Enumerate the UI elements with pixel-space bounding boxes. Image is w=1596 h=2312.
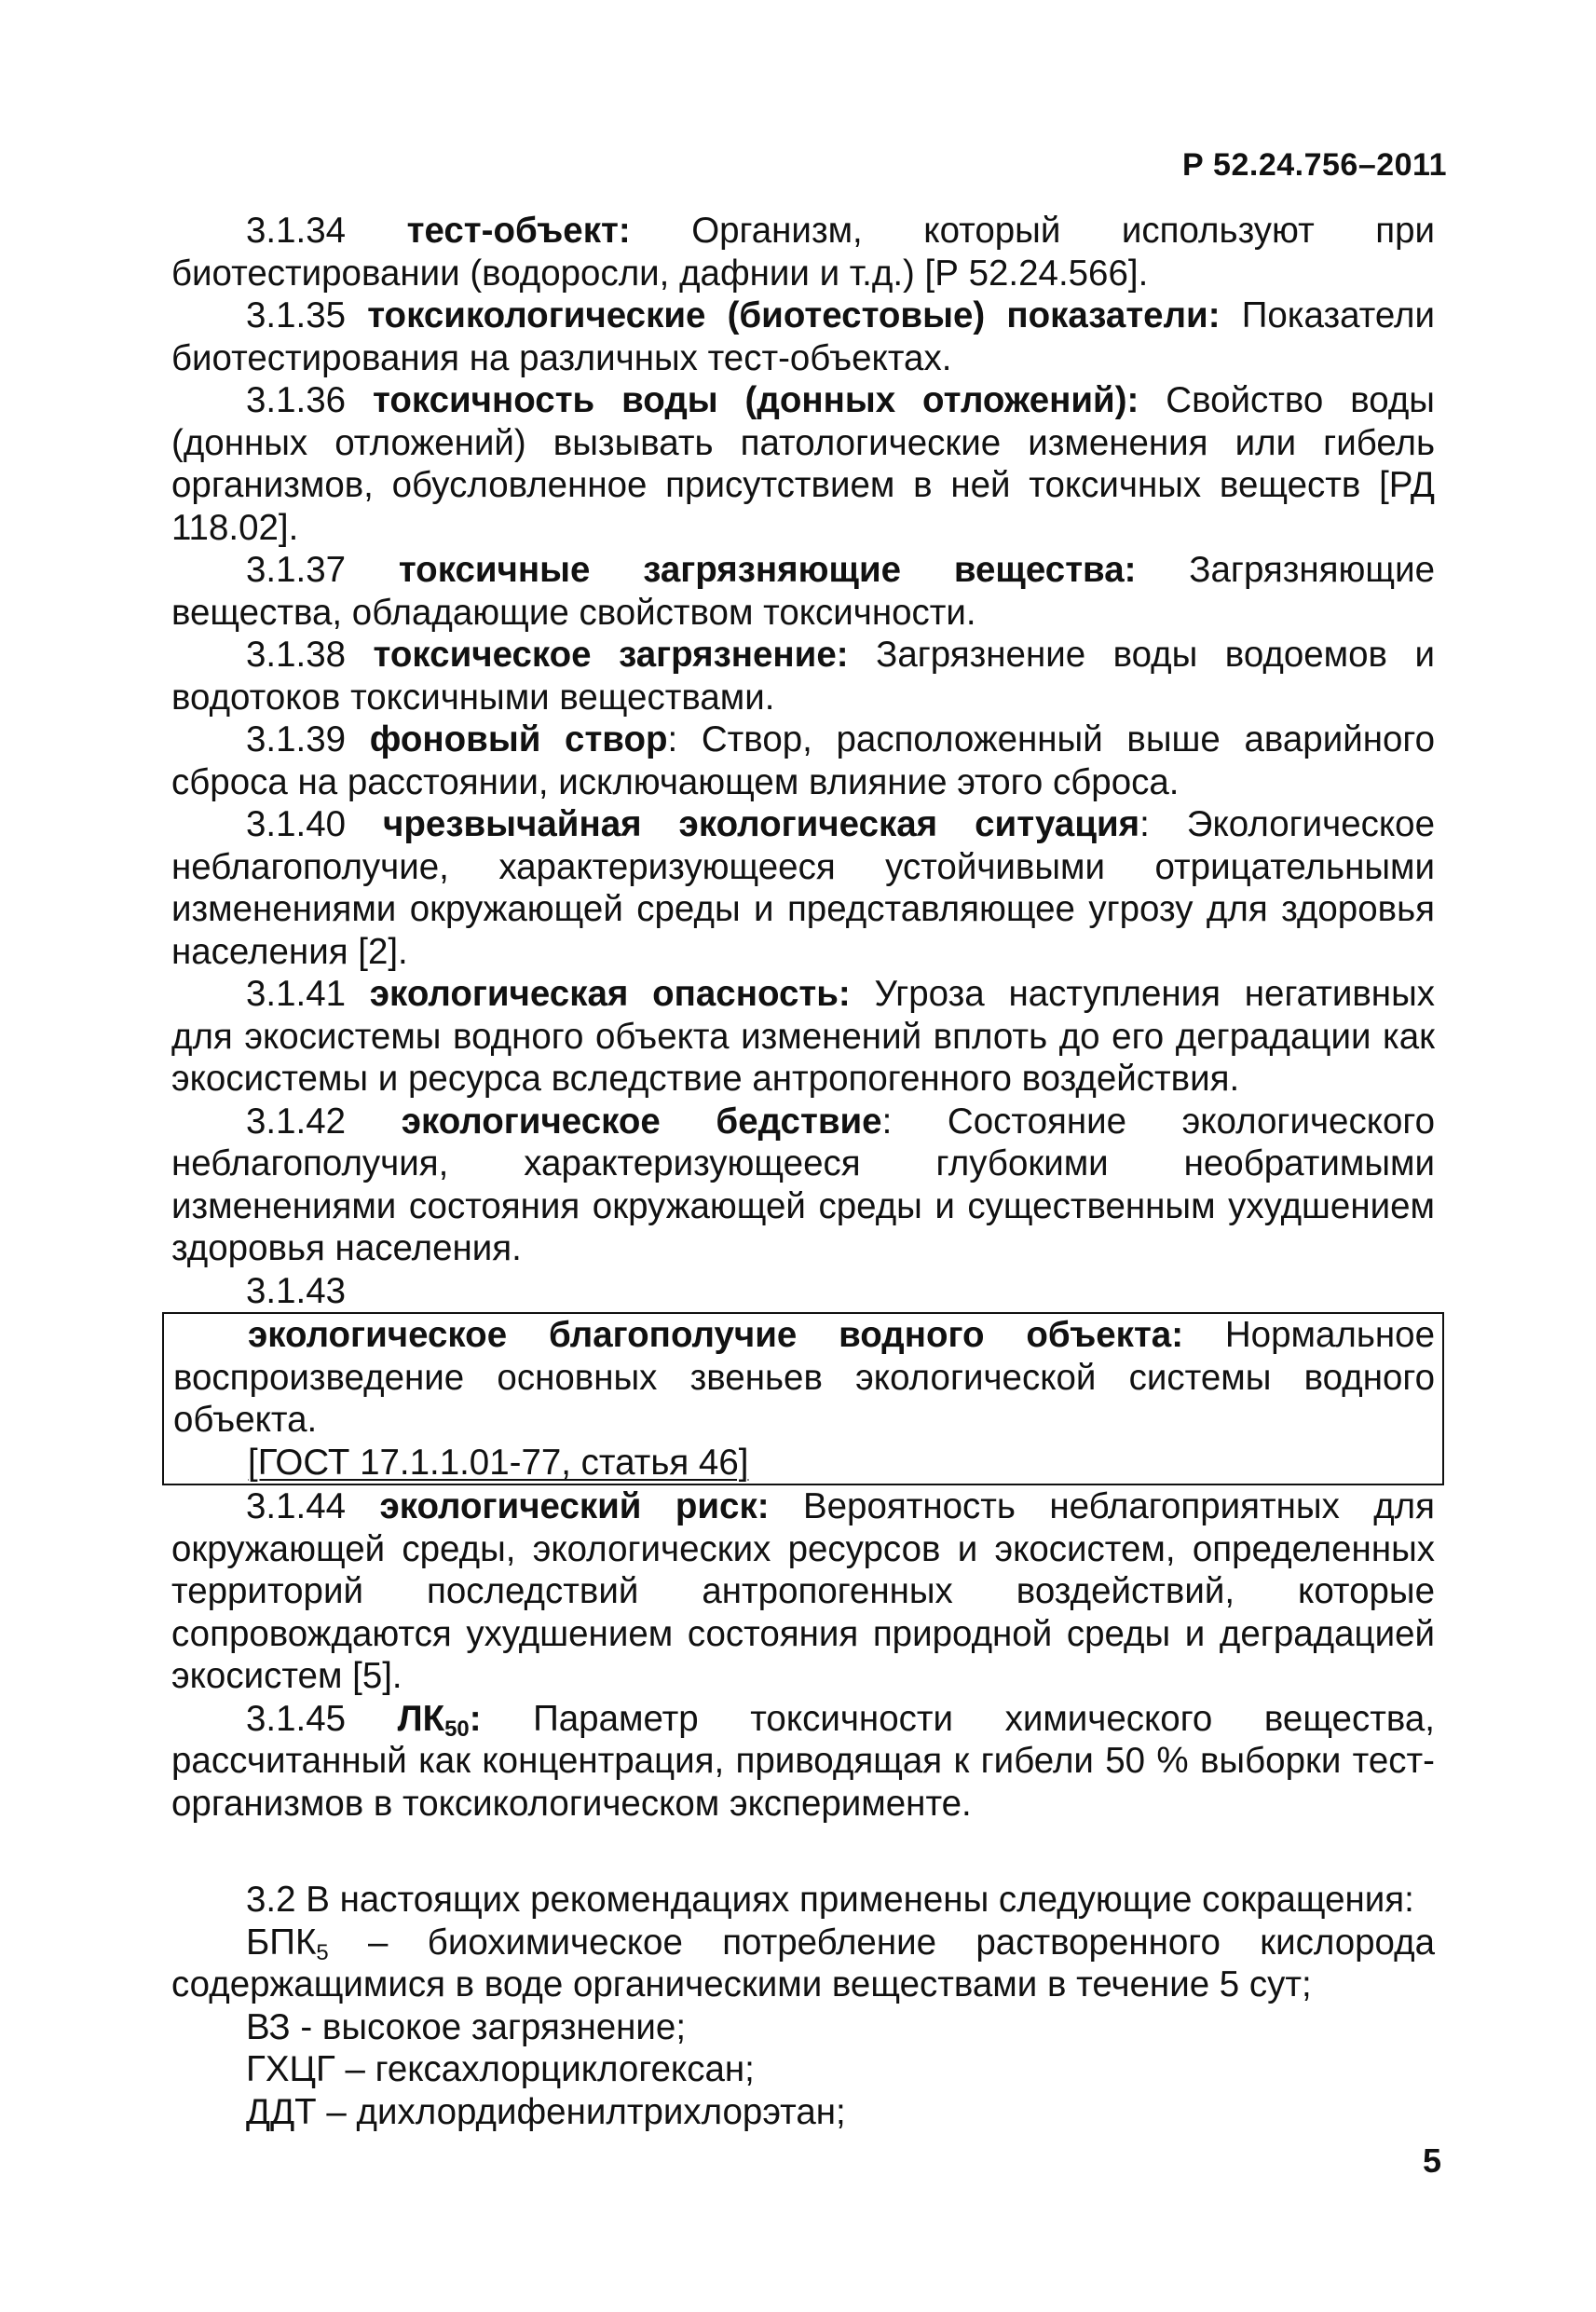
term-3-1-45: 3.1.45 $ЛК_{50}$: Параметр токсичности химического вещества, рассчитанный как концентрация, приводящая к гибели 50 % выборки тест-организмов в токсикологическом эксперименте. xyxy=(171,1698,1435,1824)
term-3-1-36: 3.1.36 токсичность воды (донных отложений): Свойство воды (донных отложений) вызывать патологические изменения или гибель организмов, обусловленное присутствием в ней токсичных веществ [РД 118.02]. xyxy=(171,380,1435,548)
term-definition: Нормальное воспроизведение основных звеньев экологической системы водного объекта. xyxy=(173,1315,1435,1440)
term-3-1-43 xyxy=(173,1314,1435,1442)
term-name: чрезвычайная экологическая ситуация xyxy=(383,804,1140,844)
term-3-1-42: 3.1.42 экологическое бедствие: Состояние экологического неблагополучия, характеризующееся глубокими необратимыми изменениями состояния окружающей среды и существенным ухудшением здоровья населения. xyxy=(171,1101,1436,1268)
term-definition: Показатели биотестирования на различных тест-объектах. xyxy=(171,295,1435,378)
abbreviation-item: ГХЦГ – гексахлорциклогексан; xyxy=(246,2049,755,2089)
term-name: тест-объект: xyxy=(406,211,631,251)
term-name: экологическое благополучие водного объекта: xyxy=(248,1315,1184,1355)
term-3-1-38: 3.1.38 токсическое загрязнение: Загрязнение воды водоемов и водотоков токсичными веществами. xyxy=(171,635,1435,718)
abbreviation-item: ВЗ - высокое загрязнение; xyxy=(246,2006,687,2047)
term-definition: : Состояние экологического неблагополучия, характеризующееся глубокими необратимыми изменениями состояния окружающей среды и существенным ухудшением здоровья населения. xyxy=(171,1101,1436,1268)
page-number: 5 xyxy=(1422,2141,1441,2180)
term-name: токсичные загрязняющие вещества: xyxy=(398,550,1137,590)
term-definition: Угроза наступления негативных для экосистемы водного объекта изменений вплоть до его деградации как экосистемы и ресурса вследствие антропогенного воздействия. xyxy=(171,974,1435,1099)
term-definition: Параметр токсичности химического вещества, рассчитанный как концентрация, приводящая к гибели 50 % выборки тест-организмов в токсикологическом эксперименте. xyxy=(171,1698,1435,1824)
term-name: токсичность воды (донных отложений): xyxy=(372,380,1139,420)
term-3-1-34: 3.1.34 тест-объект: Организм, который используют при биотестировании (водоросли, дафнии и т.д.) [Р 52.24.566]. xyxy=(171,211,1436,294)
term-definition: Вероятность неблагоприятных для окружающей среды, экологических ресурсов и экосистем, определенных территорий последствий антропогенных воздействий, которые сопровождаются ухудшением состояния природной среды и деградацией экосистем [5]. xyxy=(171,1486,1435,1696)
term-name: экологическая опасность: xyxy=(369,974,851,1014)
term-definition: : Экологическое неблагополучие, характеризующееся устойчивыми отрицательными изменениями окружающей среды и представляющее угрозу для здоровья населения [2]. xyxy=(171,804,1435,972)
term-definition: Загрязняющие вещества, обладающие свойством токсичности. xyxy=(171,550,1436,633)
term-definition: Свойство воды (донных отложений) вызывать патологические изменения или гибель организмов, обусловленное присутствием в ней токсичных веществ [РД 118.02]. xyxy=(171,380,1435,548)
term-name: токсикологические (биотестовые) показатели: xyxy=(367,295,1221,335)
term-definition: : Створ, расположенный выше аварийного сброса на расстоянии, исключающем влияние этого сброса. xyxy=(171,719,1436,802)
term-name: экологическое бедствие xyxy=(401,1101,882,1142)
term-3-1-44: 3.1.44 экологический риск: Вероятность неблагоприятных для окружающей среды, экологических ресурсов и экосистем, определенных территорий последствий антропогенных воздействий, которые сопровождаются ухудшением состояния природной среды и деградацией экосистем [5]. xyxy=(171,1486,1435,1696)
term-name: фоновый створ xyxy=(369,719,668,759)
term-3-1-35: 3.1.35 токсикологические (биотестовые) показатели: Показатели биотестирования на различных тест-объектах. xyxy=(171,295,1435,378)
term-name: $ЛК_{50}$: xyxy=(397,1698,482,1742)
term-name: экологический риск: xyxy=(379,1486,770,1526)
document-code: Р 52.24.756–2011 xyxy=(1181,147,1447,183)
section-3-2-intro: 3.2 В настоящих рекомендациях применены следующие сокращения: xyxy=(246,1880,1414,1920)
term-definition: Организм, который используют при биотестировании (водоросли, дафнии и т.д.) [Р 52.24.566]. xyxy=(171,211,1436,294)
term-source-reference: [ГОСТ 17.1.1.01-77, статья 46] xyxy=(248,1442,749,1483)
term-definition: Загрязнение воды водоемов и водотоков токсичными веществами. xyxy=(171,635,1435,718)
abbreviation-item: $БПК_5$ – биохимическое потребление растворенного кислорода содержащимися в воде органическими веществами в течение 5 сут; xyxy=(171,1922,1435,2004)
abbreviation-list xyxy=(171,1922,1435,2134)
term-3-1-41: 3.1.41 экологическая опасность: Угроза наступления негативных для экосистемы водного объекта изменений вплоть до его деградации как экосистемы и ресурса вследствие антропогенного воздействия. xyxy=(171,974,1435,1099)
abbreviation-item: ДДТ – дихлордифенилтрихлорэтан; xyxy=(246,2091,846,2132)
term-3-1-40: 3.1.40 чрезвычайная экологическая ситуация: Экологическое неблагополучие, характеризующееся устойчивыми отрицательными изменениями окружающей среды и представляющее угрозу для здоровья населения [2]. xyxy=(171,804,1435,972)
term-3-1-37: 3.1.37 токсичные загрязняющие вещества: Загрязняющие вещества, обладающие свойством токсичности. xyxy=(171,550,1436,633)
term-3-1-39: 3.1.39 фоновый створ: Створ, расположенный выше аварийного сброса на расстоянии, исключающем влияние этого сброса. xyxy=(171,719,1436,802)
term-name: токсическое загрязнение: xyxy=(373,635,849,675)
term-3-1-43-number: 3.1.43 xyxy=(246,1270,347,1311)
boxed-term-frame xyxy=(162,1312,1444,1485)
page-body xyxy=(171,210,1435,2133)
